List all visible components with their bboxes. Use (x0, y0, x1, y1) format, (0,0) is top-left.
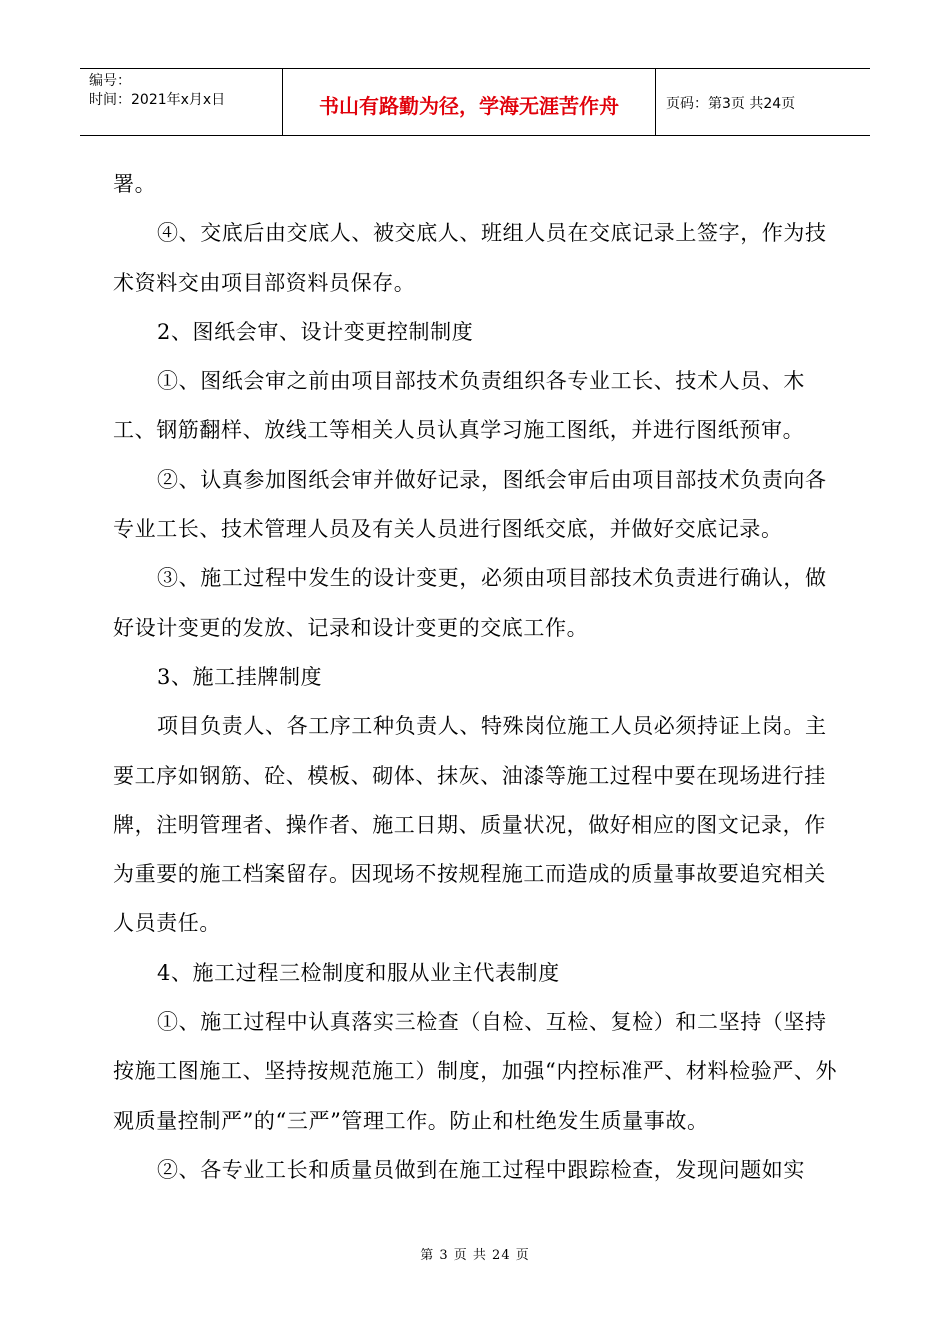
paragraph: ①、施工过程中认真落实三检查（自检、互检、复检）和二坚持（坚持按施工图施工、坚持按规范施工）制度，加强“内控标准严、材料检验严、外观质量控制严”的“三严”管理工作。防止和杜绝发生质量事故。 (113, 1010, 838, 1133)
document-number: 编号： (89, 73, 131, 89)
page-footer: 第 3 页 共 24 页 (420, 1248, 530, 1263)
paragraph: ②、认真参加图纸会审并做好记录，图纸会审后由项目部技术负责向各专业工长、技术管理人员及有关人员进行图纸交底，并做好交底记录。 (113, 467, 827, 542)
document-time: 时间：2021年x月x日 (89, 92, 226, 108)
page-header (80, 68, 870, 136)
header-meta (80, 69, 283, 135)
document-body (113, 160, 839, 1195)
paragraph: ④、交底后由交底人、被交底人、班组人员在交底记录上签字，作为技术资料交由项目部资料员保存。 (113, 221, 827, 295)
paragraph: 项目负责人、各工序工种负责人、特殊岗位施工人员必须持证上岗。主要工序如钢筋、砼、模板、砌体、抹灰、油漆等施工过程中要在现场进行挂牌，注明管理者、操作者、施工日期、质量状况，做好相应的图文记录，作为重要的施工档案留存。因现场不按规程施工而造成的质量事故要追究相关人员责任。 (113, 714, 827, 936)
header-motto: 书山有路勤为径，学海无涯苦作舟 (283, 69, 656, 135)
header-page-info: 页码：第3页 共24页 (666, 96, 796, 112)
paragraph: ①、图纸会审之前由项目部技术负责组织各专业工长、技术人员、木工、钢筋翻样、放线工等相关人员认真学习施工图纸，并进行图纸预审。 (113, 369, 805, 443)
section-heading: 3、施工挂牌制度 (157, 664, 323, 689)
paragraph: ③、施工过程中发生的设计变更，必须由项目部技术负责进行确认，做好设计变更的发放、记录和设计变更的交底工作。 (113, 566, 827, 640)
paragraph: ②、各专业工长和质量员做到在施工过程中跟踪检查，发现问题如实 (157, 1157, 805, 1182)
section-heading: 4、施工过程三检制度和服从业主代表制度 (157, 960, 560, 985)
section-heading: 2、图纸会审、设计变更控制制度 (157, 319, 474, 344)
paragraph: 署。 (113, 172, 157, 196)
